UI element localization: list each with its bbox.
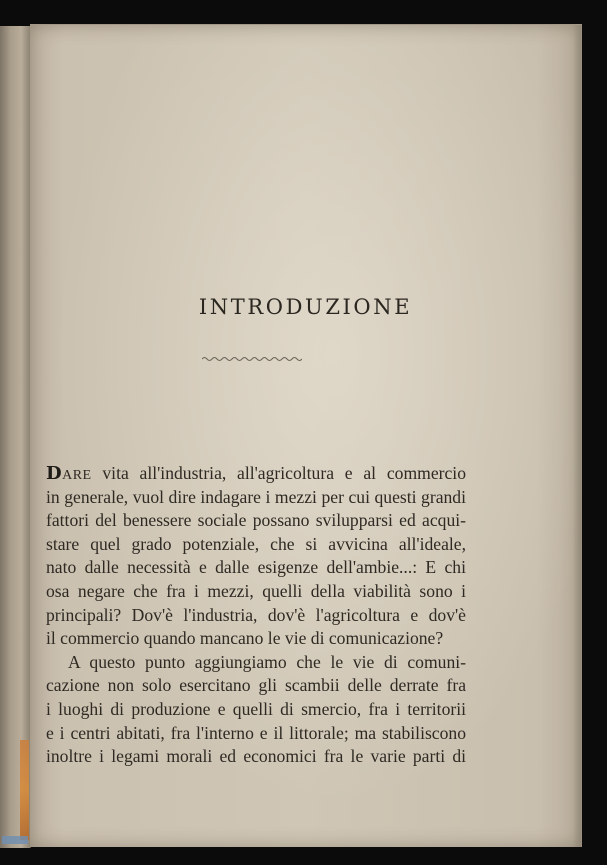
- chapter-title: INTRODUZIONE: [198, 295, 413, 319]
- paragraph-2-line: cazione non solo esercitano gli scambii delle derrate fra: [46, 675, 466, 696]
- paragraph-1-line: osa negare che fra i mezzi, quelli della viabilità sono i: [46, 580, 466, 601]
- paragraph-1-line: stare quel grado potenziale, che si avvicina all'ideale,: [46, 533, 466, 554]
- paragraph-1-line: il commercio quando mancano le vie di comunicazione?: [46, 628, 444, 649]
- paragraph-1-line: principali? Dov'è l'industria, dov'è l'agricoltura e dov'è: [46, 604, 466, 625]
- book-spine: [0, 26, 31, 848]
- paragraph-2-line: A questo punto aggiungiamo che le vie di comuni-: [68, 651, 466, 672]
- drop-cap: D: [46, 463, 63, 484]
- title-ornament-icon: [202, 355, 302, 363]
- paragraph-1-line: nato dalle necessità e dalle esigenze dell'ambie...: E chi: [46, 557, 466, 578]
- paragraph-1-line-1: [46, 462, 466, 486]
- paragraph-2-line: i luoghi di produzione e quelli di smercio, fra i territorii: [46, 698, 466, 719]
- binding-tape-blue: [2, 836, 28, 844]
- paragraph-2-line: inoltre i legami morali ed economici fra le varie parti di: [46, 746, 466, 767]
- binding-tape: [20, 740, 29, 840]
- first-line-rest: vita all'industria, all'agricoltura e al commercio: [91, 463, 466, 483]
- paragraph-1-line: fattori del benessere sociale possano svilupparsi ed acqui-: [46, 510, 466, 531]
- page-sheet: [30, 24, 582, 847]
- paragraph-1-line: in generale, vuol dire indagare i mezzi per cui questi grandi: [46, 486, 466, 507]
- page-edge: [573, 25, 581, 847]
- initial-word-rest: ARE: [62, 468, 92, 483]
- paragraph-2-line: e i centri abitati, fra l'interno e il littorale; ma stabiliscono: [46, 722, 466, 743]
- body-text: [46, 462, 466, 769]
